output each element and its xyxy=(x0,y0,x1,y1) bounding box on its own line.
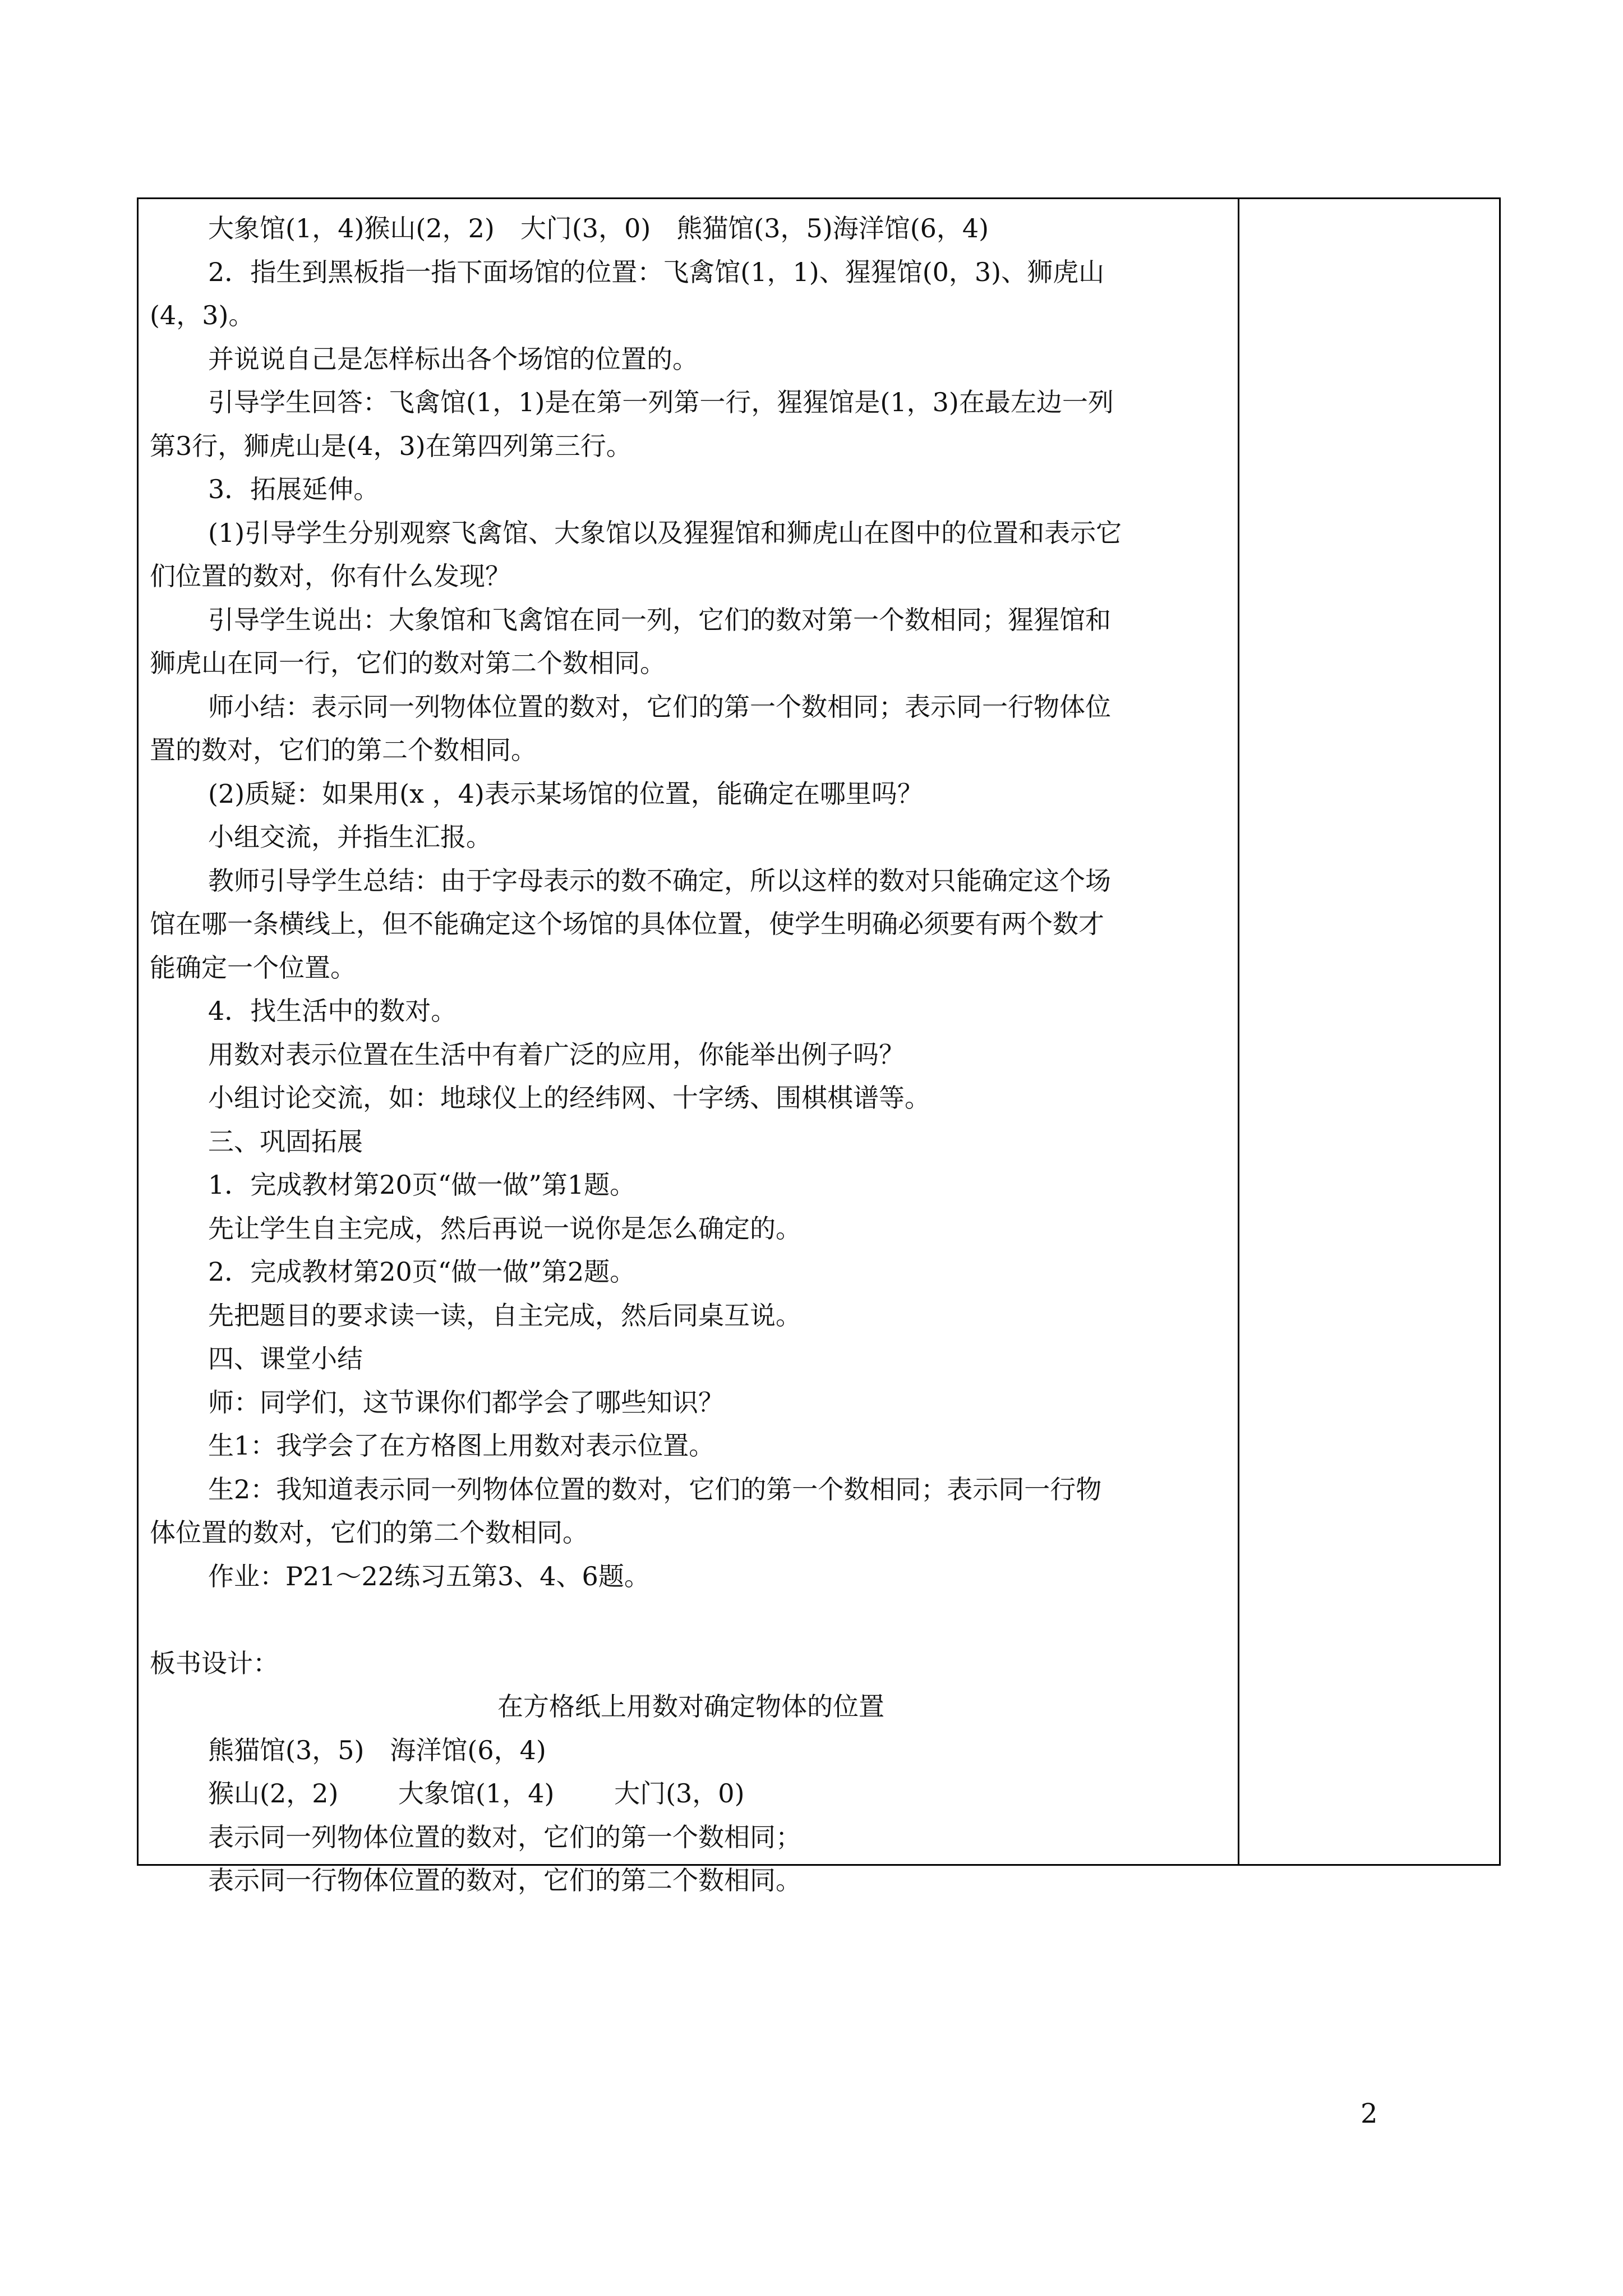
text-line: 3．拓展延伸。 xyxy=(208,474,380,504)
lesson-content xyxy=(150,207,1232,1903)
text-line: 先让学生自主完成，然后再说一说你是怎么确定的。 xyxy=(208,1213,801,1244)
text-line: 师小结：表示同一列物体位置的数对，它们的第一个数相同；表示同一行物体位 xyxy=(208,691,1111,722)
text-line: 猴山(2，2) 大象馆(1，4) 大门(3，0) xyxy=(208,1778,745,1809)
text-line: 引导学生回答：飞禽馆(1，1)是在第一列第一行，猩猩馆是(1，3)在最左边一列 xyxy=(208,387,1114,417)
text-line: 馆在哪一条横线上，但不能确定这个场馆的具体位置，使学生明确必须要有两个数才 xyxy=(150,909,1104,939)
text-line: 教师引导学生总结：由于字母表示的数不确定，所以这样的数对只能确定这个场 xyxy=(208,865,1111,896)
text-line: 先把题目的要求读一读，自主完成，然后同桌互说。 xyxy=(208,1300,801,1331)
text-line: 四、课堂小结 xyxy=(208,1343,363,1374)
text-line: 表示同一列物体位置的数对，它们的第一个数相同； xyxy=(208,1821,801,1852)
text-line: 三、巩固拓展 xyxy=(208,1126,363,1157)
text-line: 用数对表示位置在生活中有着广泛的应用，你能举出例子吗？ xyxy=(208,1039,905,1070)
page-number: 2 xyxy=(1361,2098,1378,2129)
text-line: 4．找生活中的数对。 xyxy=(208,996,457,1026)
lesson-plan-table xyxy=(137,197,1501,1895)
text-line: 小组讨论交流，如：地球仪上的经纬网、十字绣、围棋棋谱等。 xyxy=(208,1083,930,1113)
text-line: (2)质疑：如果用(x ，4)表示某场馆的位置，能确定在哪里吗？ xyxy=(208,778,923,809)
text-line: 熊猫馆(3，5) 海洋馆(6，4) xyxy=(208,1734,546,1765)
blank-line xyxy=(150,1598,1232,1642)
text-line: 生2：我知道表示同一列物体位置的数对，它们的第一个数相同；表示同一行物 xyxy=(208,1474,1102,1504)
text-line: 2．指生到黑板指一指下面场馆的位置：飞禽馆(1，1)、猩猩馆(0，3)、狮虎山 xyxy=(208,256,1105,287)
text-line: 表示同一行物体位置的数对，它们的第二个数相同。 xyxy=(208,1865,801,1895)
text-line: 并说说自己是怎样标出各个场馆的位置的。 xyxy=(208,343,698,374)
text-line: (1)引导学生分别观察飞禽馆、大象馆以及猩猩馆和狮虎山在图中的位置和表示它 xyxy=(208,517,1122,548)
text-line: (4，3)。 xyxy=(150,300,255,330)
text-line: 狮虎山在同一行，它们的数对第二个数相同。 xyxy=(150,648,666,678)
text-line: 师：同学们，这节课你们都学会了哪些知识？ xyxy=(208,1387,724,1418)
text-line: 第3行，狮虎山是(4，3)在第四列第三行。 xyxy=(150,430,632,461)
column-divider xyxy=(1238,199,1239,1864)
text-line: 能确定一个位置。 xyxy=(150,952,356,983)
text-line: 们位置的数对，你有什么发现？ xyxy=(150,561,511,591)
text-line: 置的数对，它们的第二个数相同。 xyxy=(150,735,537,765)
text-line: 板书设计： xyxy=(150,1648,279,1678)
text-line: 大象馆(1，4)猴山(2，2) 大门(3，0) 熊猫馆(3，5)海洋馆(6，4) xyxy=(208,213,989,243)
text-line: 小组交流，并指生汇报。 xyxy=(208,822,492,852)
text-line: 1．完成教材第20页“做一做”第1题。 xyxy=(208,1170,636,1200)
text-line: 生1：我学会了在方格图上用数对表示位置。 xyxy=(208,1430,715,1461)
text-line: 体位置的数对，它们的第二个数相同。 xyxy=(150,1517,588,1548)
text-line: 引导学生说出：大象馆和飞禽馆在同一列，它们的数对第一个数相同；猩猩馆和 xyxy=(208,604,1111,635)
text-line: 在方格纸上用数对确定物体的位置 xyxy=(497,1691,884,1722)
text-line: 作业：P21～22练习五第3、4、6题。 xyxy=(208,1561,650,1591)
text-line: 2．完成教材第20页“做一做”第2题。 xyxy=(208,1257,636,1287)
